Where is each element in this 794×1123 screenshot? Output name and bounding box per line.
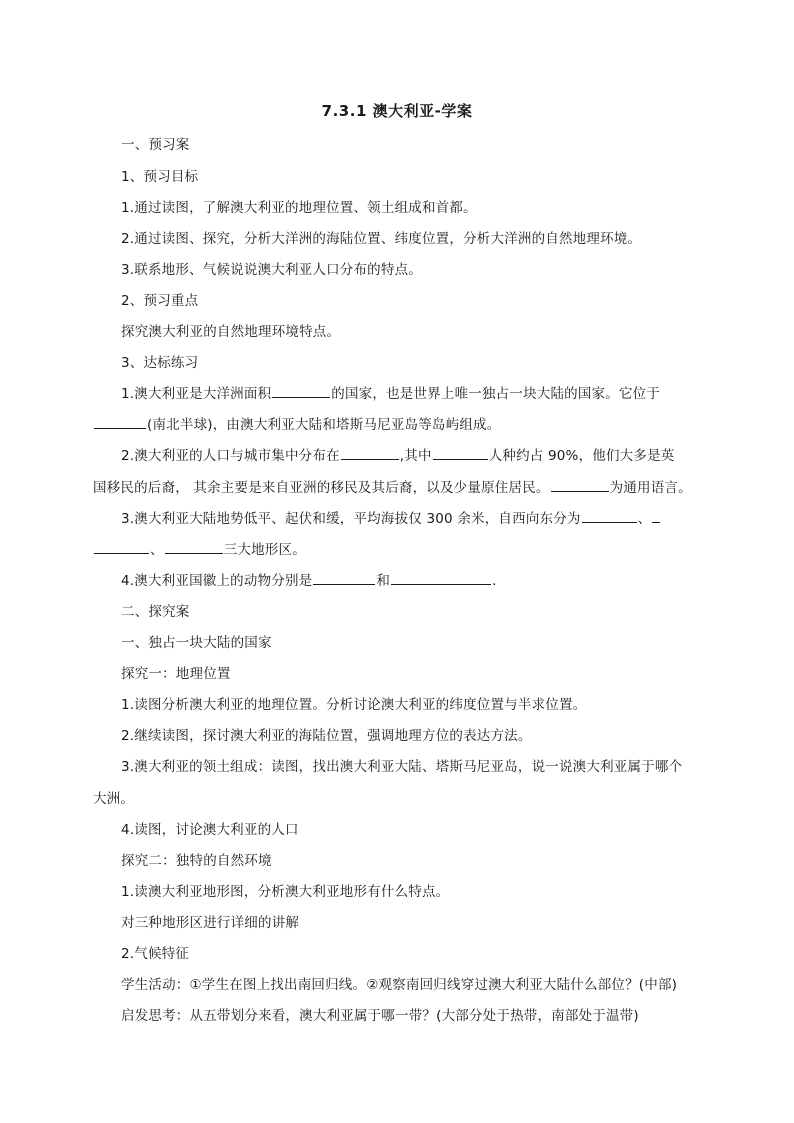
answer-blank[interactable]	[165, 540, 223, 554]
question-text: 2.澳大利亚的人口与城市集中分布在	[121, 448, 340, 464]
question-text: 和	[376, 573, 391, 589]
question-text: 国移民的后裔， 其余主要是来自亚洲的移民及其后裔，以及少量原住居民。	[93, 480, 550, 496]
practice-heading: 3、达标练习	[121, 355, 199, 371]
answer-blank[interactable]	[94, 415, 146, 429]
question-text: 三大地形区。	[223, 542, 306, 558]
question-text: 、	[637, 511, 652, 527]
goals-heading: 1、预习目标	[121, 169, 199, 185]
question-4	[121, 569, 497, 589]
question-text: 4.澳大利亚国徽上的动物分别是	[121, 573, 313, 589]
explore-1-item: 3.澳大利亚的领土组成：读图，找出澳大利亚大陆、塔斯马尼亚岛，说一说澳大利亚属于哪个	[121, 759, 683, 775]
key-text: 探究澳大利亚的自然地理环境特点。	[121, 324, 341, 340]
explore-1-item: 2.继续读图，探讨澳大利亚的海陆位置，强调地理方位的表达方法。	[121, 728, 532, 744]
question-1-line-2	[93, 413, 500, 433]
question-text: 人种约占 90%，他们大多是英	[488, 448, 675, 464]
part-1-heading: 一、独占一块大陆的国家	[121, 635, 272, 651]
explore-2-item: 学生活动：①学生在图上找出南回归线。②观察南回归线穿过澳大利亚大陆什么部位？(中部)	[121, 977, 678, 993]
explore-2-item: 启发思考：从五带划分来看，澳大利亚属于哪一带？(大部分处于热带，南部处于温带)	[121, 1008, 639, 1024]
explore-1-item: 1.读图分析澳大利亚的地理位置。分析讨论澳大利亚的纬度位置与半求位置。	[121, 697, 587, 713]
answer-blank[interactable]	[551, 478, 609, 492]
explore-2-item: 1.读澳大利亚地形图，分析澳大利亚地形有什么特点。	[121, 884, 450, 900]
question-2-line-1	[121, 444, 674, 464]
question-3-line-1	[121, 507, 661, 527]
answer-blank[interactable]	[582, 509, 637, 523]
question-text: 为通用语言。	[609, 480, 692, 496]
explore-1-item: 4.读图，讨论澳大利亚的人口	[121, 822, 299, 838]
answer-blank[interactable]	[313, 571, 375, 585]
section-heading-explore: 二、探究案	[121, 604, 190, 620]
question-2-line-2	[93, 476, 692, 496]
answer-blank[interactable]	[652, 509, 660, 523]
question-text: 3.澳大利亚大陆地势低平、起伏和缓，平均海拔仅 300 余米，自西向东分为	[121, 511, 581, 527]
explore-2-item: 对三种地形区进行详细的讲解	[121, 915, 300, 931]
answer-blank[interactable]	[391, 571, 491, 585]
answer-blank[interactable]	[433, 446, 488, 460]
question-text: 1.澳大利亚是大洋洲面积	[121, 386, 272, 402]
answer-blank[interactable]	[341, 446, 399, 460]
section-heading-preview: 一、预习案	[121, 137, 190, 153]
question-1-line-1	[121, 382, 660, 402]
explore-2-heading: 探究二：独特的自然环境	[121, 853, 272, 869]
question-text: .	[492, 573, 497, 589]
explore-2-item: 2.气候特征	[121, 946, 190, 962]
goal-item: 2.通过读图、探究，分析大洋洲的海陆位置、纬度位置，分析大洋洲的自然地理环境。	[121, 231, 642, 247]
goal-item: 3.联系地形、气候说说澳大利亚人口分布的特点。	[121, 262, 422, 278]
document-title: 7.3.1 澳大利亚-学案	[321, 102, 473, 120]
question-text: 、	[150, 542, 164, 558]
question-text: (南北半球)，由澳大利亚大陆和塔斯马尼亚岛等岛屿组成。	[147, 417, 501, 433]
question-3-line-2	[93, 538, 306, 558]
explore-1-item-continued: 大洲。	[93, 791, 135, 807]
question-text: ,其中	[399, 448, 432, 464]
goal-item: 1.通过读图，了解澳大利亚的地理位置、领土组成和首都。	[121, 200, 477, 216]
explore-1-heading: 探究一：地理位置	[121, 666, 231, 682]
answer-blank[interactable]	[272, 384, 330, 398]
answer-blank[interactable]	[94, 540, 149, 554]
key-heading: 2、预习重点	[121, 293, 199, 309]
question-text: 的国家，也是世界上唯一独占一块大陆的国家。它位于	[331, 386, 661, 402]
